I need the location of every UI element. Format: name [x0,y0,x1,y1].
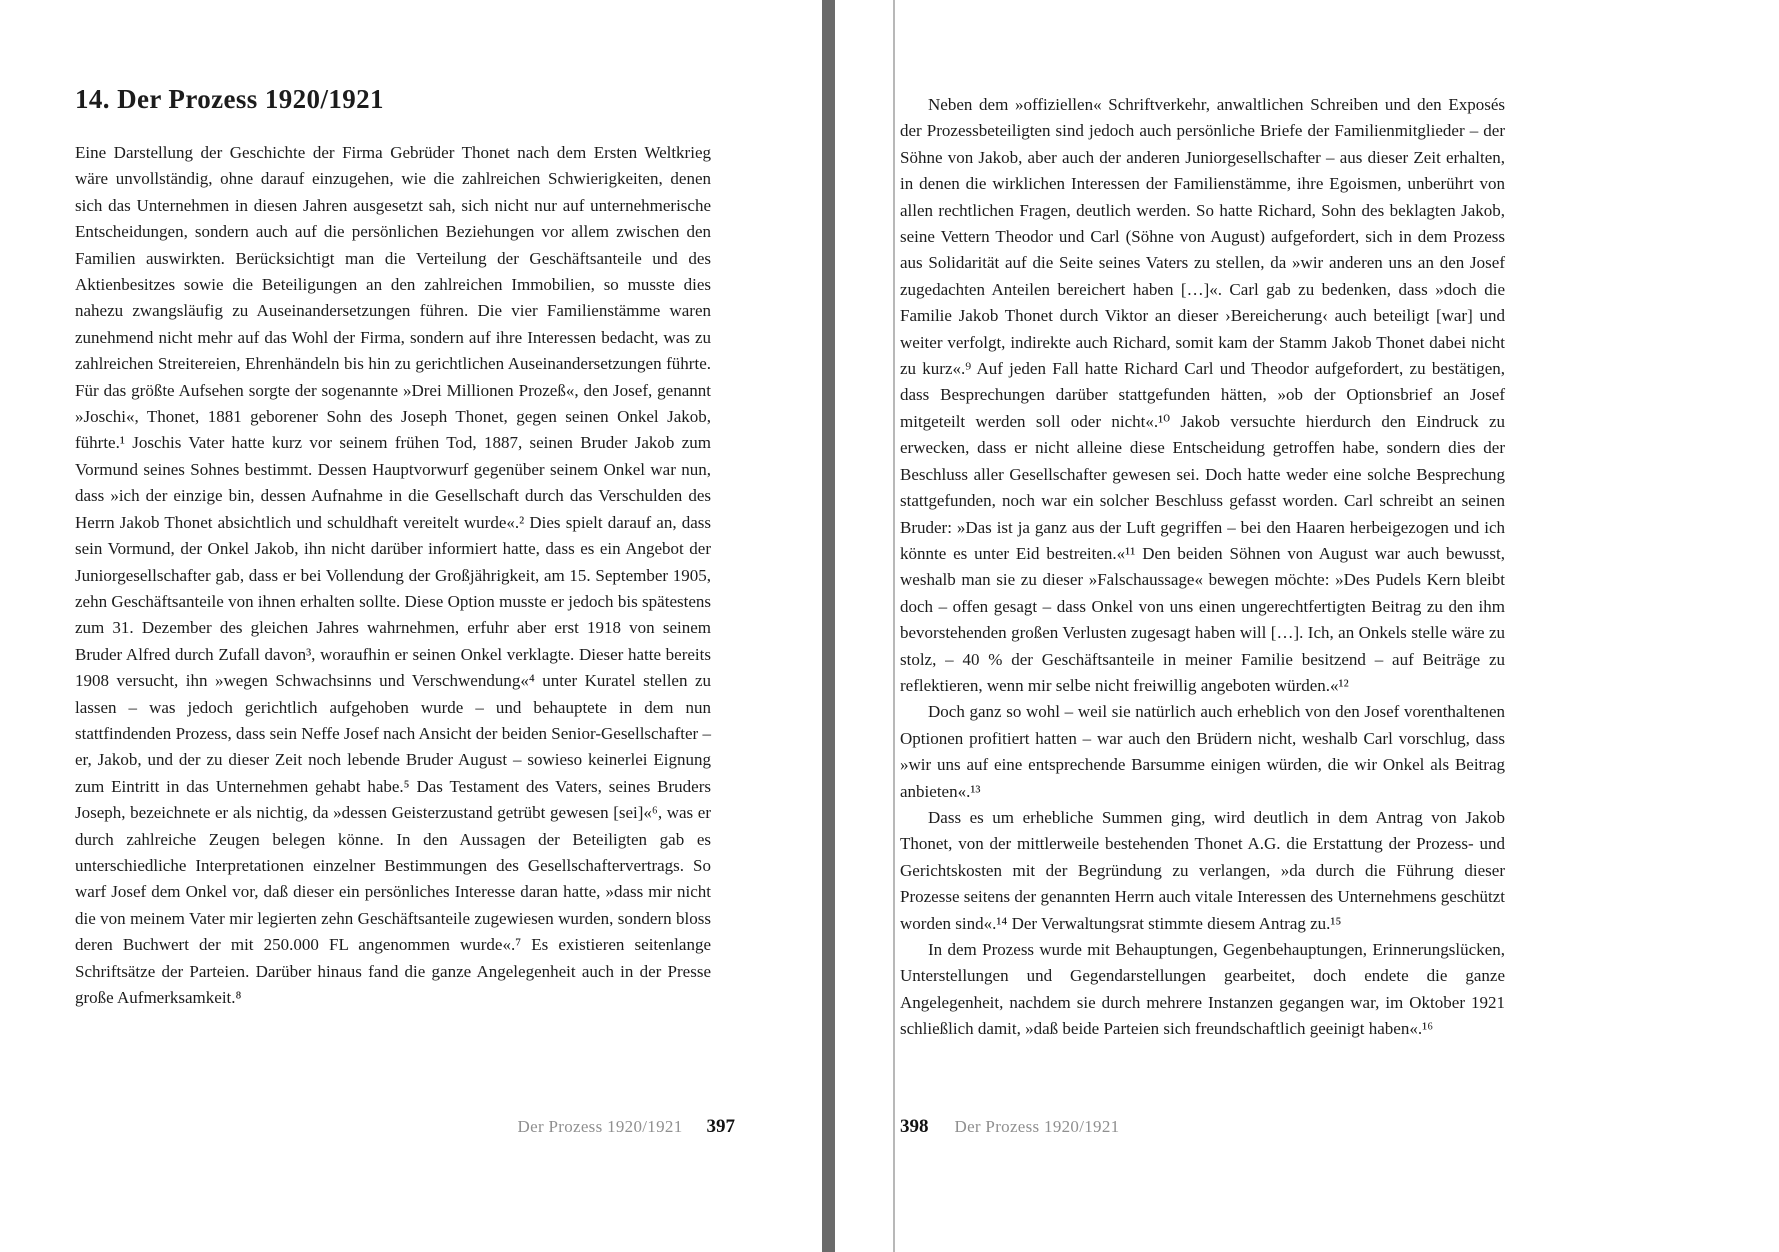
running-title-left: Der Prozess 1920/1921 [517,1117,683,1136]
page-edge-line [893,0,895,1252]
page-number-right: 398 [900,1116,929,1137]
left-page-body [75,140,711,1011]
right-page-body [900,92,1505,1043]
page-number-left: 397 [706,1116,735,1137]
paragraph: Neben dem »offiziellen« Schriftverkehr, anwaltlichen Schreiben und den Exposés der Prozessbeteiligten sind jedoch auch persönliche Briefe der Familienmitglieder – der Söhne von Jakob, aber auch der anderen Juniorgesellschafter – aus dieser Zeit erhalten, in denen die wirklichen Interessen der Familienstämme, ihre Egoismen, unberührt von allen rechtlichen Fragen, deutlich werden. So hatte Richard, Sohn des beklagten Jakob, seine Vettern Theodor und Carl (Söhne von August) aufgefordert, sich in dem Prozess aus Solidarität auf die Seite seines Vaters zu stellen, da »wir anderen uns an den Josef zugedachten Anteilen bereichert haben […]«. Carl gab zu bedenken, dass »doch die Familie Jakob Thonet durch Viktor an dieser ›Bereicherung‹ auch beteiligt [war] und weiter verfolgt, indirekte auch Richard, somit kam der Stamm Jakob Thonet dabei nicht zu kurz«.⁹ Auf jeden Fall hatte Richard Carl und Theodor aufgefordert, zu bestätigen, dass Besprechungen darüber stattgefunden hätten, »ob der Optionsbrief an Josef mitgeteilt werden soll oder nicht«.¹⁰ Jakob versuchte hierdurch den Eindruck zu erwecken, dass er nicht alleine diese Entscheidung getroffen habe, sondern dies der Beschluss aller Gesellschafter gewesen sei. Doch hatte weder eine solche Besprechung stattgefunden, noch war ein solcher Beschluss gefasst worden. Carl schreibt an seinen Bruder: »Das ist ja ganz aus der Luft gegriffen – bei den Haaren herbeigezogen und ich könnte es unter Eid bestreiten.«¹¹ Den beiden Söhnen von August war auch bewusst, weshalb man sie zu dieser »Falschaussage« bewegen möchte: »Des Pudels Kern bleibt doch – offen gesagt – dass Onkel von uns einen ungerechtfertigten Beitrag zu den ihm bevorstehenden großen Verlusten zugesagt haben will […]. Ich, an Onkels stelle wäre zu stolz, – 40 % der Geschäftsanteile in meiner Familie besitzend – auf Beiträge zu reflektieren, wenn mir selbe nicht freiwillig angeboten würden.«¹² [900,95,1505,695]
spine-divider [822,0,835,1252]
left-page-footer [75,1116,735,1138]
paragraph: Doch ganz so wohl – weil sie natürlich auch erheblich von den Josef vorenthaltenen Optionen profitiert hatten – war auch den Brüdern nicht, weshalb Carl vorschlug, dass »wir uns auf eine entsprechende Barsumme einigen würden, die wir Onkel als Beitrag anbieten«.¹³ [900,702,1505,801]
chapter-heading: 14. Der Prozess 1920/1921 [75,84,384,114]
running-title-right: Der Prozess 1920/1921 [954,1117,1120,1136]
paragraph: In dem Prozess wurde mit Behauptungen, Gegenbehauptungen, Erinnerungslücken, Unterstellungen und Gegendarstellungen gearbeitet, doch endete die ganze Angelegenheit, nachdem sie durch mehrere Instanzen gegangen war, im Oktober 1921 schließlich damit, »daß beide Parteien sich freundschaftlich geeinigt haben«.¹⁶ [900,940,1505,1039]
right-page-footer [900,1116,1119,1138]
paragraph: Dass es um erhebliche Summen ging, wird deutlich in dem Antrag von Jakob Thonet, von der mittlerweile bestehenden Thonet A.G. die Erstattung der Prozess- und Gerichtskosten mit der Begründung zu verlangen, »da durch die Führung dieser Prozesse seitens der genannten Herrn auch vitale Interessen des Unternehmens geschützt worden sind«.¹⁴ Der Verwaltungsrat stimmte diesem Antrag zu.¹⁵ [900,807,1505,933]
paragraph: Eine Darstellung der Geschichte der Firma Gebrüder Thonet nach dem Ersten Weltkrieg wäre unvollständig, ohne darauf einzugehen, wie die zahlreichen Schwierigkeiten, denen sich das Unternehmen in diesen Jahren ausgesetzt sah, sich nicht nur auf unternehmerische Entscheidungen, sondern auch auf die persönlichen Beziehungen vor allem zwischen den Familien auswirkten. Berücksichtigt man die Verteilung der Geschäftsanteile und des Aktienbesitzes sowie die Beteiligungen an den zahlreichen Immobilien, so musste dies nahezu zwangsläufig zu Auseinandersetzungen führen. Die vier Familienstämme waren zunehmend nicht mehr auf das Wohl der Firma, sondern auf ihre Interessen bedacht, was zu zahlreichen Streitereien, Ehrenhändeln bis hin zu gerichtlichen Auseinandersetzungen führte. Für das größte Aufsehen sorgte der sogenannte »Drei Millionen Prozeß«, den Josef, genannt »Joschi«, Thonet, 1881 geborener Sohn des Joseph Thonet, gegen seinen Onkel Jakob, führte.¹ Joschis Vater hatte kurz vor seinem frühen Tod, 1887, seinen Bruder Jakob zum Vormund seines Sohnes bestimmt. Dessen Hauptvorwurf gegenüber seinem Onkel war nun, dass »ich der einzige bin, dessen Aufnahme in die Gesellschaft durch das Verschulden des Herrn Jakob Thonet absichtlich und schuldhaft vereitelt wurde«.² Dies spielt darauf an, dass sein Vormund, der Onkel Jakob, ihn nicht darüber informiert hatte, dass es ein Angebot der Juniorgesellschafter gab, dass er bei Vollendung der Großjährigkeit, am 15. September 1905, zehn Geschäftsanteile von ihnen erhalten sollte. Diese Option musste er jedoch bis spätestens zum 31. Dezember des gleichen Jahres wahrnehmen, erfuhr aber erst 1918 von seinem Bruder Alfred durch Zufall davon³, woraufhin er seinen Onkel verklagte. Dieser hatte bereits 1908 versucht, ihn »wegen Schwachsinns und Verschwendung«⁴ unter Kuratel stellen zu lassen – was jedoch gerichtlich aufgehoben wurde – und behauptete in dem nun stattfindenden Prozess, dass sein Neffe Josef nach Ansicht der beiden Senior-Gesellschafter – er, Jakob, und der zu dieser Zeit noch lebende Bruder August – sowieso keinerlei Eignung zum Eintritt in das Unternehmen gehabt habe.⁵ Das Testament des Vaters, seines Bruders Joseph, bezeichnete er als nichtig, da »dessen Geisterzustand getrübt gewesen [sei]«⁶, was er durch zahlreiche Zeugen belegen könne. In den Aussagen der Beteiligten gab es unterschiedliche Interpretationen einzelner Bestimmungen des Gesellschaftervertrags. So warf Josef dem Onkel vor, daß dieser ein persönliches Interesse daran hatte, »dass mir nicht die von meinem Vater mir legierten zehn Geschäftsanteile zugewiesen wurden, sondern bloss deren Buchwert der mit 250.000 FL angenommen wurde«.⁷ Es existieren seitenlange Schriftsätze der Parteien. Darüber hinaus fand die ganze Angelegenheit auch in der Presse große Aufmerksamkeit.⁸ [75,143,711,1007]
